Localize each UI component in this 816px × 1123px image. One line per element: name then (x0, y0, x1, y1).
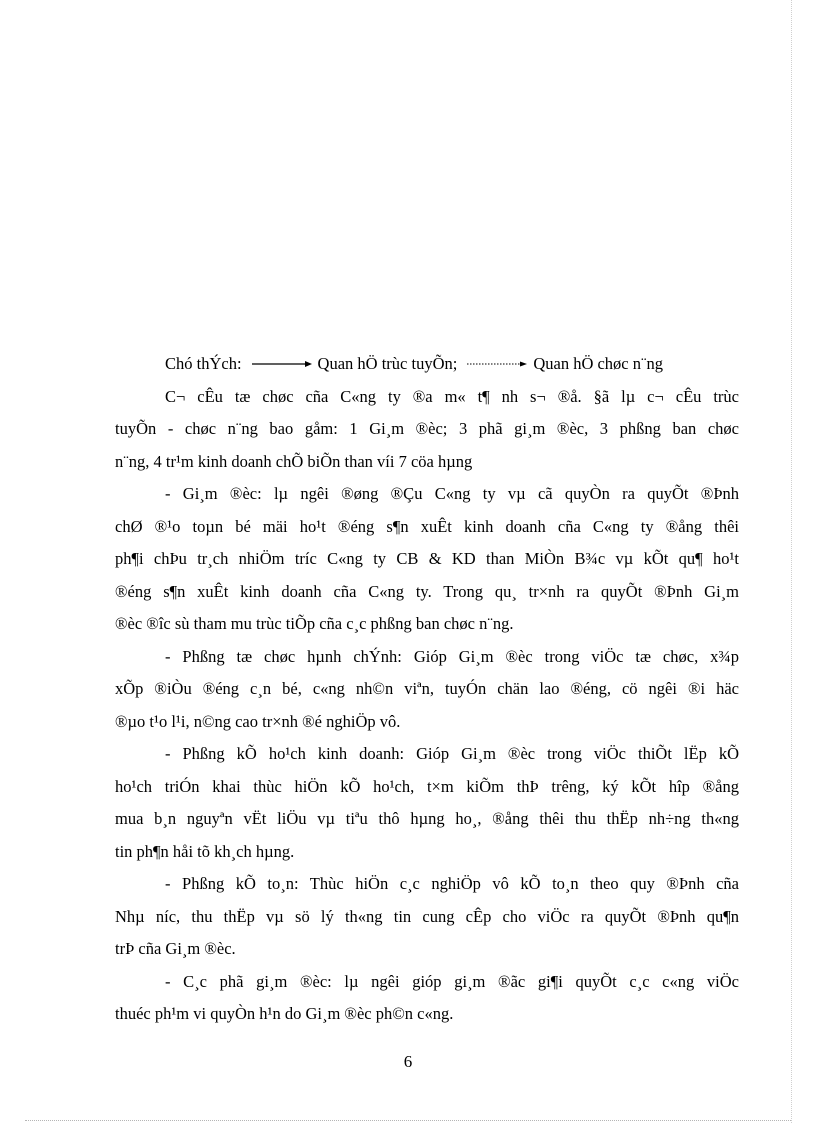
paragraph-line: ®èc ®îc sù tham mu trùc tiÕp cña c¸c phßng ban chøc n¨ng. (115, 614, 514, 633)
page-side-divider (791, 0, 792, 1123)
paragraph-line: - Phßng tæ chøc hµnh chÝnh: Gióp Gi¸m ®èc trong viÖc tæ chøc, x¾p (165, 646, 739, 666)
paragraph-line: - C¸c phã gi¸m ®èc: lµ ngêi gióp gi¸m ®ãc gi¶i quyÕt c¸c c«ng viÖc (165, 971, 739, 991)
page-number: 6 (403, 1052, 413, 1071)
legend-line (115, 348, 739, 381)
paragraph-line: ®µo t¹o l¹i, n©ng cao tr×nh ®é nghiÖp vô. (115, 711, 401, 731)
paragraph-line: - Phßng kÕ to¸n: Thùc hiÖn c¸c nghiÖp vô kÕ to¸n theo quy ®Þnh cña (165, 874, 739, 893)
paragraph-line: chØ ®¹o toµn bé mäi ho¹t ®éng s¶n xuÊt kinh doanh cña C«ng ty ®ång thêi (115, 516, 739, 536)
page-body (115, 348, 739, 1031)
paragraph-line: ph¶i chÞu tr¸ch nhiÖm tríc C«ng ty CB & KD than MiÒn B¾c vµ kÕt qu¶ ho¹t (115, 549, 739, 568)
paragraph-line: tuyÕn - chøc n¨ng bao gåm: 1 Gi¸m ®èc; 3 phã gi¸m ®èc, 3 phßng ban chøc (115, 419, 739, 438)
paragraph-line: thuéc ph¹m vi quyÒn h¹n do Gi¸m ®èc ph©n c«ng. (115, 1004, 454, 1023)
paragraph-line: ho¹ch triÓn khai thùc hiÖn kÕ ho¹ch, t×m kiÕm thÞ trêng, ký kÕt hîp ®ång (115, 776, 739, 796)
paragraph-line: Nhµ níc, thu thËp vµ sö lý th«ng tin cung cÊp cho viÖc ra quyÕt ®Þnh qu¶n (115, 906, 739, 926)
paragraph-line: n¨ng, 4 tr¹m kinh doanh chÕ biÕn than víi 7 cöa hµng (115, 451, 473, 471)
paragraph-line: trÞ cña Gi¸m ®èc. (115, 939, 236, 958)
paragraph-line: C¬ cÊu tæ chøc cña C«ng ty ®a m« t¶ nh s¬ ®å. §ã lµ c¬ cÊu trùc (165, 386, 739, 406)
paragraph-line: - Phßng kÕ ho¹ch kinh doanh: Gióp Gi¸m ®èc trong viÖc thiÕt lËp kÕ (165, 744, 739, 763)
legend-solid-label: Quan hÖ trùc tuyÕn; (317, 354, 458, 373)
paragraph-line: ®éng s¶n xuÊt kinh doanh cña C«ng ty. Trong qu¸ tr×nh ra quyÕt ®Þnh Gi¸m (115, 581, 739, 601)
paragraph-line: mua b¸n nguyªn vËt liÖu vµ tiªu thô hµng ho¸, ®ång thêi thu thËp nh÷ng th«ng (115, 809, 739, 828)
legend-dotted-label: Quan hÖ chøc n¨ng (533, 354, 663, 373)
paragraph-line: tin ph¶n håi tõ kh¸ch hµng. (115, 841, 295, 861)
paragraph-line: xÕp ®iÒu ®éng c¸n bé, c«ng nh©n viªn, tuyÓn chän lao ®éng, cö ngêi ®i häc (115, 679, 739, 698)
legend-caption: Chó thÝch: (165, 354, 242, 373)
dotted-arrow-icon (467, 359, 527, 369)
paragraph-line: - Gi¸m ®èc: lµ ngêi ®øng ®Çu C«ng ty vµ cã quyÒn ra quyÕt ®Þnh (165, 484, 739, 503)
page-bottom-divider (25, 1120, 791, 1121)
solid-arrow-icon (252, 359, 312, 369)
